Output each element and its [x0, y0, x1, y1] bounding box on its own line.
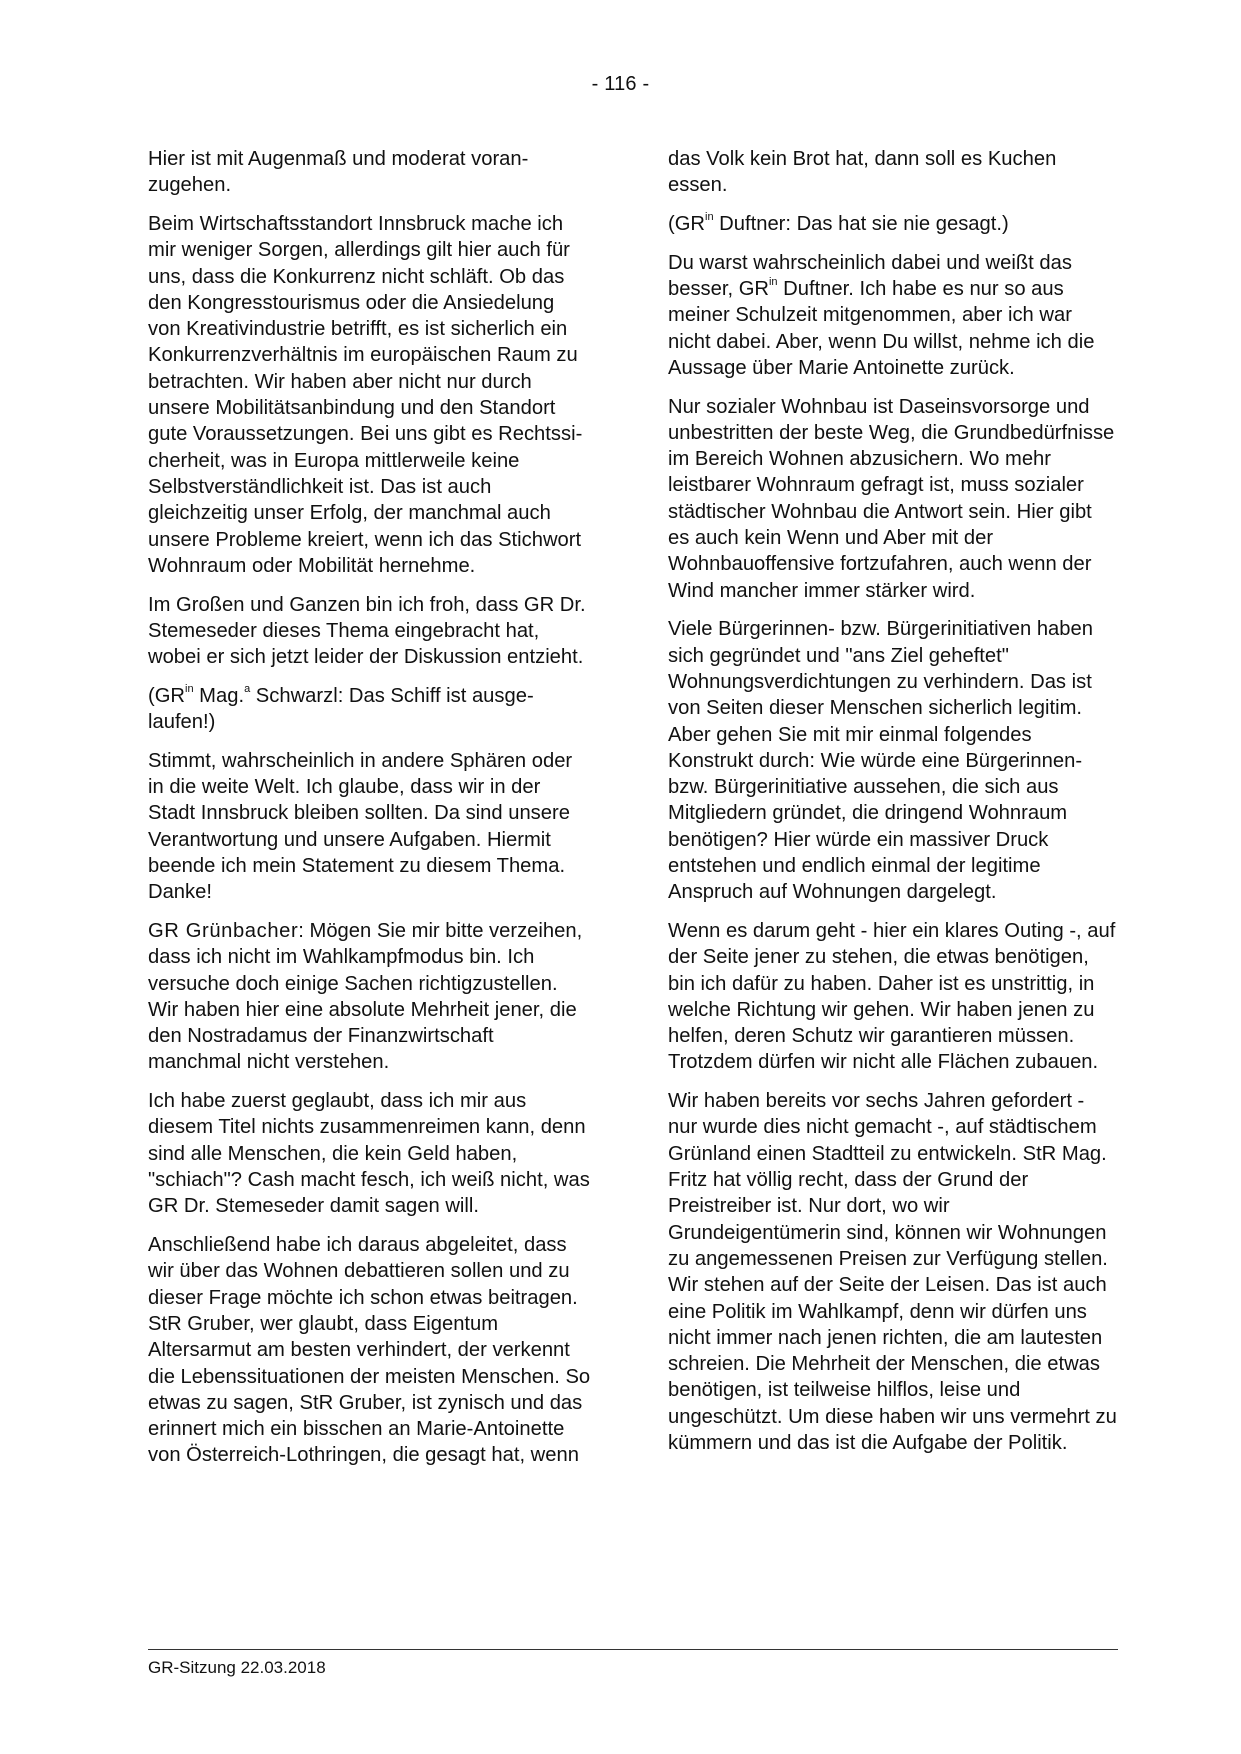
text-segment: Duftner. Ich habe es nur so aus meiner Schulzeit mitgenommen, aber ich war nicht dabei. Aber, wenn Du willst, nehme ich die Aussage über Marie Antoinette zurück.: [668, 277, 1095, 379]
interjection-rest: Schwarzl: Das Schiff ist ausgelaufen!): [148, 684, 534, 734]
paragraph: Wir haben bereits vor sechs Jahren gefordert - nur wurde dies nicht gemacht -, auf städtischem Grünland einen Stadtteil zu entwickeln. StR Mag. Fritz hat völlig recht, dass der Grund der Preistreiber ist. Nur dort, wo wir Grundeigentümerin sind, können wir Wohnungen zu angemessenen Preisen zur Verfügung stellen. Wir stehen auf der Seite der Leisen. Das ist auch eine Politik im Wahlkampf, denn wir dürfen uns nicht immer nach jenen richten, die am lautesten schreien. Die Mehrheit der Menschen, die etwas benötigen, ist teilweise hilflos, leise und ungeschützt. Um diese haben wir uns vermehrt zu kümmern und das ist die Aufgabe der Politik.: [668, 1090, 1117, 1454]
paragraph: Beim Wirtschaftsstandort Innsbruck mache ich mir weniger Sorgen, allerdings gilt hier auch für uns, dass die Konkurrenz nicht schläft. Ob das den Kongresstourismus oder die Ansiedelung von Kreativindustrie betrifft, es ist sicherlich ein Konkurrenzverhältnis im europäischen Raum zu betrachten. Wir haben aber nicht nur durch unsere Mobilitätsanbindung und den Standort gute Voraussetzungen. Bei uns gibt es Rechtssicherheit, was in Europa mittlerweile keine Selbstverständlichkeit ist. Das ist auch gleichzeitig unser Erfolg, der manchmal auch unsere Probleme kreiert, wenn ich das Stichwort Wohnraum oder Mobilität hernehme.: [148, 212, 583, 577]
paragraph: Im Großen und Ganzen bin ich froh, dass GR Dr. Stemeseder dieses Thema eingebracht hat, wobei er sich jetzt leider der Diskussion entzieht.: [148, 593, 586, 669]
interjection-mid: Mag.: [193, 684, 245, 707]
right-column: [668, 146, 1118, 1469]
text-segment: Du warst wahrscheinlich dabei und weißt das besser, GR: [668, 251, 1072, 300]
footer-session-date: GR-Sitzung 22.03.2018: [148, 1658, 326, 1677]
interjection: [148, 683, 591, 736]
left-column: [148, 146, 591, 1481]
interjection: [668, 211, 1118, 237]
superscript: a: [244, 683, 251, 696]
paragraph: Anschließend habe ich daraus abgeleitet, dass wir über das Wohnen debattieren sollen und zu dieser Frage möchte ich schon etwas beitragen. StR Gruber, wer glaubt, dass Eigentum Altersarmut am besten verhindert, der verkennt die Lebenssituationen der meisten Menschen. So etwas zu sagen, StR Gruber, ist zynisch und das erinnert mich ein bisschen an Marie-Antoinette von Österreich-Lothringen, die gesagt hat, wenn: [148, 1234, 591, 1467]
speech-paragraph: [148, 918, 591, 1076]
speaker-name: GR Grünbacher: [148, 919, 299, 942]
interjection-open: (GR: [148, 684, 186, 707]
superscript: in: [185, 683, 194, 696]
interjection-open: (GR: [668, 212, 706, 235]
superscript: in: [768, 276, 778, 289]
paragraph: Hier ist mit Augenmaß und moderat voranzugehen.: [148, 148, 529, 197]
interjection-rest: Duftner: Das hat sie nie gesagt.): [713, 212, 1009, 235]
paragraph: Viele Bürgerinnen- bzw. Bürgerinitiativen haben sich gegründet und "ans Ziel geheftet" Wohnungsverdichtungen zu verhindern. Das ist von Seiten dieser Menschen sicherlich legitim. Aber gehen Sie mit mir einmal folgendes Konstrukt durch: Wie würde eine Bürgerinnen- bzw. Bürgerinitiative aussehen, die sich aus Mitgliedern gründet, die dringend Wohnraum benötigen? Hier würde ein massiver Druck entstehen und endlich einmal der legitime Anspruch auf Wohnungen dargelegt.: [668, 618, 1093, 904]
paragraph: Nur sozialer Wohnbau ist Daseinsvorsorge und unbestritten der beste Weg, die Grundbedürfnisse im Bereich Wohnen abzusichern. Wo mehr leistbarer Wohnraum gefragt ist, muss sozialer städtischer Wohnbau die Antwort sein. Hier gibt es auch kein Wenn und Aber mit der Wohnbauoffensive fortzufahren, auch wenn der Wind mancher immer stärker wird.: [668, 395, 1115, 602]
footer-divider: [148, 1649, 1118, 1650]
paragraph: [668, 250, 1118, 381]
superscript: in: [705, 211, 714, 224]
paragraph: Stimmt, wahrscheinlich in andere Sphären oder in die weite Welt. Ich glaube, dass wir in der Stadt Innsbruck bleiben sollten. Da sind unsere Verantwortung und unsere Aufgaben. Hiermit beende ich mein Statement zu diesem Thema. Danke!: [148, 749, 573, 904]
paragraph: Ich habe zuerst geglaubt, dass ich mir aus diesem Titel nichts zusammenreimen kann, denn sind alle Menschen, die kein Geld haben, "schiach"? Cash macht fesch, ich weiß nicht, was GR Dr. Stemeseder damit sagen will.: [148, 1090, 590, 1218]
page-number: - 116 -: [591, 73, 650, 95]
speech-text: : Mögen Sie mir bitte verzeihen, dass ich nicht im Wahlkampfmodus bin. Ich versuche doch einige Sachen richtigzustellen. Wir haben hier eine absolute Mehrheit jener, die den Nostradamus der Finanzwirtschaft manchmal nicht verstehen.: [148, 919, 583, 1074]
paragraph: das Volk kein Brot hat, dann soll es Kuchen essen.: [668, 148, 1057, 197]
paragraph: Wenn es darum geht - hier ein klares Outing -, auf der Seite jener zu stehen, die etwas benötigen, bin ich dafür zu haben. Daher ist es unstrittig, in welche Richtung wir gehen. Wir haben jenen zu helfen, deren Schutz wir garantieren müssen. Trotzdem dürfen wir nicht alle Flächen zubauen.: [668, 919, 1116, 1074]
